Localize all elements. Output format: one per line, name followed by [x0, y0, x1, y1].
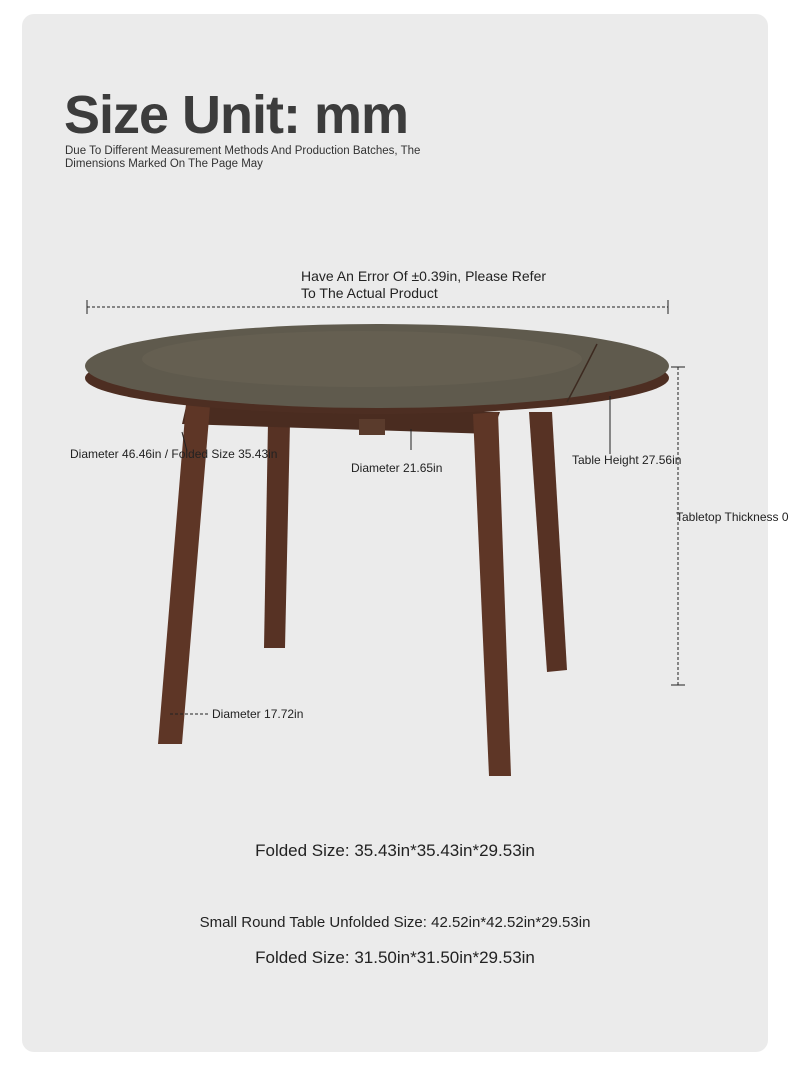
folded-size-large: Folded Size: 35.43in*35.43in*29.53in: [255, 841, 535, 860]
table-leg-back-right: [529, 412, 567, 672]
measurement-disclaimer: Due To Different Measurement Methods And Production Batches, The Dimensions Marked On The Page May: [65, 145, 421, 170]
table-height-label: Table Height 27.56in: [572, 453, 682, 467]
table-illustration: [22, 14, 768, 1052]
frame-diameter-label: Diameter 21.65in: [351, 461, 443, 475]
tabletop-thickness-label: Tabletop Thickness 0: [676, 510, 789, 524]
height-dimension-line: [671, 367, 685, 685]
tabletop-diameter-label: Diameter 46.46in / Folded Size 35.43in: [70, 447, 278, 461]
table-leg-front-right: [473, 412, 511, 776]
error-note: Have An Error Of ±0.39in, Please Refer To The Actual Product: [301, 268, 547, 301]
width-dimension-line: [87, 300, 668, 314]
folded-size-small: Folded Size: 31.50in*31.50in*29.53in: [255, 948, 535, 967]
tabletop-highlight: [142, 331, 582, 387]
leg-diameter-label: Diameter 17.72in: [212, 707, 304, 721]
product-size-card: [22, 14, 789, 1052]
page-title: Size Unit: mm: [64, 85, 409, 145]
folding-hinge: [359, 419, 385, 435]
small-table-unfolded-size: Small Round Table Unfolded Size: 42.52in*42.52in*29.53in: [199, 914, 591, 931]
